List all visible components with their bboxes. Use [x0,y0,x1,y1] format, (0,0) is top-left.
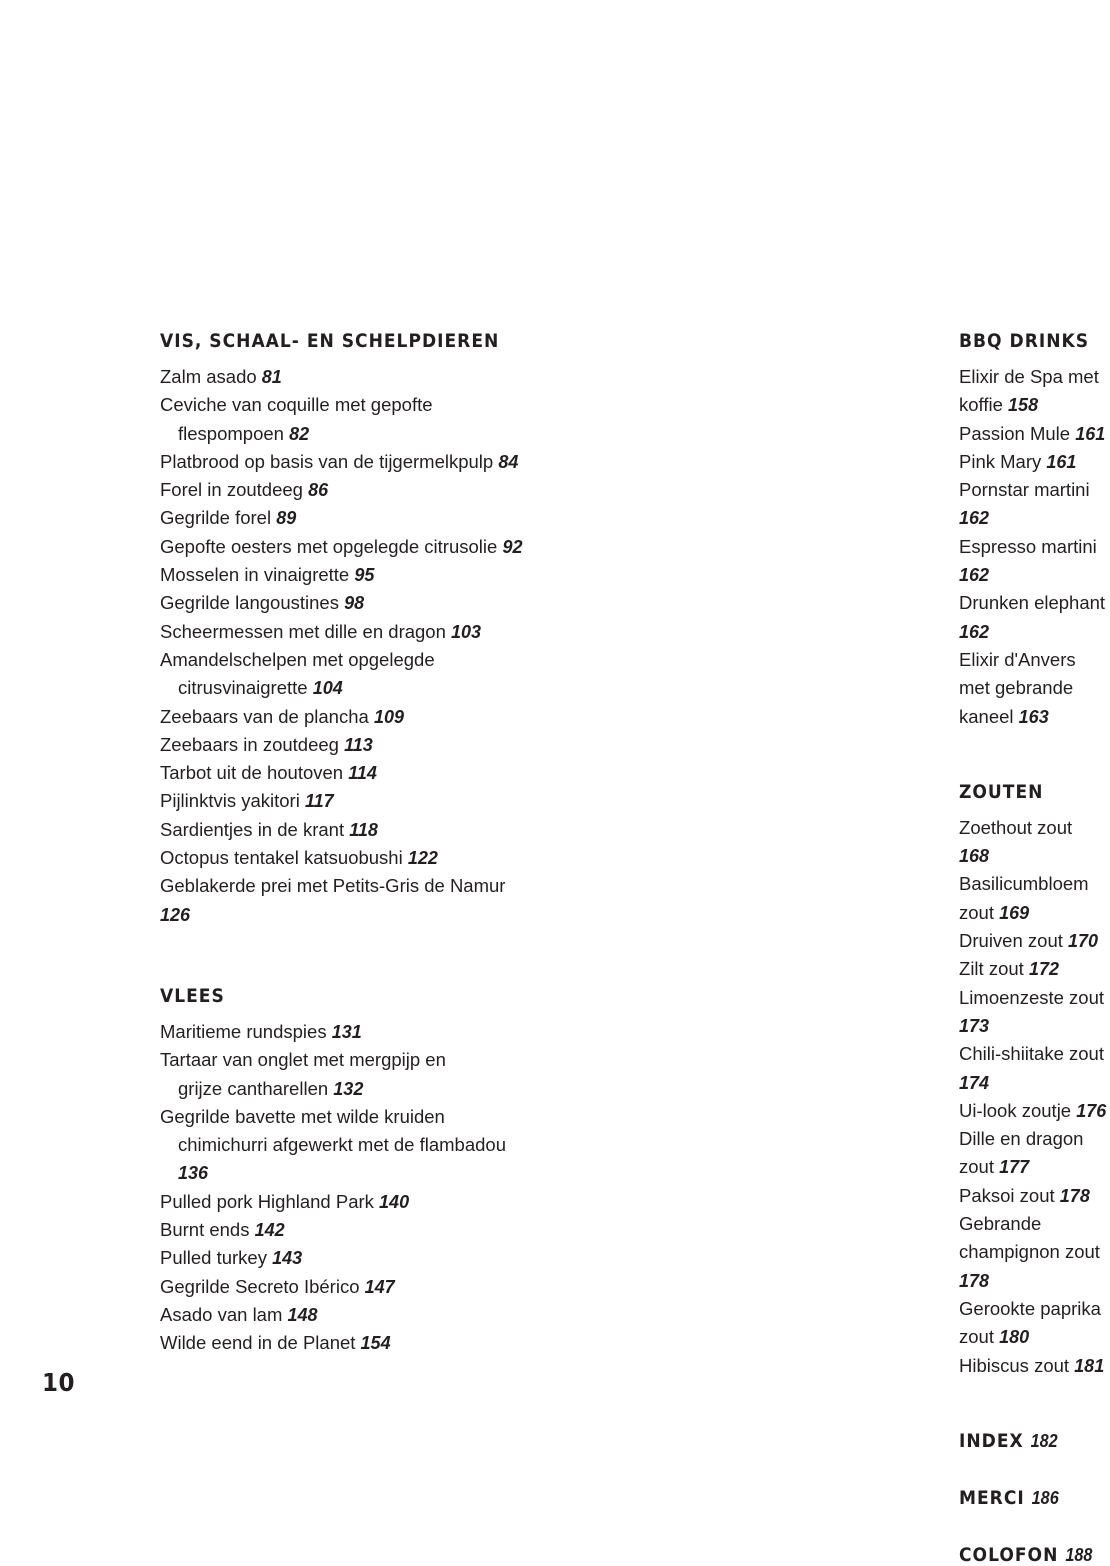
toc-entry-page: 82 [289,423,310,444]
toc-entry-text: Elixir d'Anvers met gebrande kaneel [959,648,1076,727]
toc-entry-text: MERCI [959,1486,1025,1509]
toc-entry[interactable] [959,589,1107,646]
toc-entry-cont-text: grijze cantharellen [178,1077,329,1099]
toc-entry[interactable] [959,448,1107,476]
toc-entry[interactable] [959,1097,1107,1125]
toc-entry-page: 147 [364,1276,395,1297]
toc-entry-page: 113 [344,734,373,755]
section-title: VLEES [160,984,225,1007]
toc-entry[interactable] [959,646,1107,731]
toc-entry-text: Gegrilde forel [160,507,272,529]
page-number: 10 [42,1368,75,1397]
toc-entry[interactable] [959,814,1107,871]
toc-entry-page: 178 [959,1270,990,1291]
toc-entry-page: 140 [379,1191,410,1212]
toc-entry-page: 89 [276,508,297,529]
toc-entry-text: Zilt zout [959,958,1024,980]
toc-entry-text: Asado van lam [160,1303,283,1325]
toc-entry-text: Druiven zout [959,930,1063,952]
toc-entry[interactable] [959,1295,1107,1352]
toc-entry-text: Ui-look zoutje [959,1099,1072,1121]
section-spacer [959,731,1107,781]
toc-entry[interactable] [959,1210,1107,1295]
toc-entry-page: 154 [360,1333,391,1354]
toc-entry-page: 126 [160,904,191,925]
toc-entry-text: Gegrilde langoustines [160,592,339,614]
toc-entry[interactable] [959,533,1107,590]
section-title: BBQ DRINKS [959,330,1090,352]
toc-entry-page: 136 [178,1163,209,1184]
toc-entry-page: 169 [999,902,1030,923]
toc-entry-merci[interactable] [959,1487,1092,1509]
toc-entry-page: 132 [333,1078,364,1099]
toc-entry-page: 86 [308,480,329,501]
toc-entry-text: Amandelschelpen met opgelegde [160,648,435,670]
toc-entry-page: 168 [959,846,990,867]
toc-entry-text: Ceviche van coquille met gepofte [160,394,433,416]
toc-entry-page: 104 [312,678,343,699]
toc-entry-page: 174 [959,1072,990,1093]
toc-entry-page: 81 [261,367,282,387]
toc-entry-cont-text: chimichurri afgewerkt met de flambadou [178,1134,507,1156]
toc-entry[interactable] [959,984,1107,1041]
toc-entry-page: 178 [1059,1185,1090,1206]
toc-entry-page: 170 [1068,931,1099,952]
toc-entry-text: Sardientjes in de krant [160,818,345,840]
toc-entry[interactable] [959,1040,1107,1097]
toc-entry-page: 95 [354,565,375,586]
section-spacer [959,1380,1107,1430]
toc-entry-text: Pornstar martini [959,479,1090,501]
toc-entry-page: 122 [407,848,438,869]
toc-entry-page: 180 [999,1327,1030,1348]
toc-entry-text: Gebrande champignon zout [959,1213,1100,1263]
toc-entry-page: 158 [1008,395,1039,416]
toc-entry-text: Pink Mary [959,450,1042,472]
toc-entry-page: 181 [1074,1355,1105,1376]
toc-entry-text: Pulled turkey [160,1247,267,1269]
toc-entry-text: COLOFON [959,1543,1059,1566]
toc-entry-page: 176 [1076,1100,1107,1121]
toc-entry-page: 161 [1046,451,1077,472]
section-title: VIS, SCHAAL- EN SCHELPDIEREN [160,330,500,352]
toc-entry[interactable] [959,870,1107,927]
toc-entry-text: Pijlinktvis yakitori [160,790,300,812]
toc-entry-colofon[interactable] [959,1544,1092,1566]
toc-entry[interactable] [959,476,1107,533]
toc-entry-text: Octopus tentakel katsuobushi [160,847,403,869]
toc-entry-text: Elixir de Spa met koffie [959,366,1099,416]
toc-entry-text: Dille en dragon zout [959,1128,1084,1178]
toc-entry-text: Tartaar van onglet met mergpijp en [160,1049,446,1071]
toc-entry-page: 162 [959,565,990,586]
toc-entry-text: INDEX [959,1429,1024,1452]
toc-entry-index[interactable] [959,1430,1092,1452]
toc-entry-text: Wilde eend in de Planet [160,1332,356,1354]
toc-entry-page: 142 [254,1220,285,1241]
toc-entry-page: 182 [1030,1430,1058,1451]
toc-entry-page: 148 [287,1304,318,1325]
toc-entry-text: Burnt ends [160,1219,250,1241]
toc-entry-text: Basilicumbloem zout [959,873,1089,923]
toc-entry-text: Chili-shiitake zout [959,1043,1104,1065]
toc-entry-page: 103 [451,621,482,642]
toc-entry-page: 118 [349,819,378,840]
toc-entry-cont-text: flespompoen [178,422,284,444]
section-zouten [959,781,1107,1380]
toc-entry-text: Paksoi zout [959,1184,1055,1206]
toc-entry-page: 117 [304,791,334,812]
toc-entry-page: 172 [1028,959,1059,980]
toc-entry-text: Pulled pork Highland Park [160,1190,374,1212]
toc-entry[interactable] [959,1182,1107,1210]
toc-entry-text: Limoenzeste zout [959,986,1105,1008]
toc-entry-page: 161 [1075,423,1106,444]
toc-entry-text: Gepofte oesters met opgelegde citrusolie [160,535,498,557]
toc-entry-cont-text: citrusvinaigrette [178,677,308,699]
toc-entry-page: 173 [959,1015,990,1036]
toc-entry-text: Passion Mule [959,422,1071,444]
toc-entry-page: 114 [348,763,377,784]
toc-columns [160,330,1107,1566]
toc-entry-text: Platbrood op basis van de tijgermelkpulp [160,450,494,472]
toc-entry-text: Espresso martini [959,535,1097,557]
toc-entry-text: Gegrilde bavette met wilde kruiden [160,1105,445,1127]
toc-entry-page: 177 [999,1157,1030,1178]
toc-entry[interactable] [959,420,1107,448]
toc-entry-text: Zeebaars van de plancha [160,705,369,727]
toc-entry-text: Scheermessen met dille en dragon [160,620,446,642]
toc-entry-text: Zeebaars in zoutdeeg [160,733,339,755]
toc-entry[interactable] [959,927,1107,955]
toc-entry-text: Gerookte paprika zout [959,1297,1101,1348]
toc-entry-page: 186 [1031,1487,1059,1508]
toc-entry-text: Geblakerde prei met Petits-Gris de Namur [160,875,506,897]
toc-entry-page: 98 [344,593,365,614]
toc-entry-text: Forel in zoutdeeg [160,479,303,501]
toc-entry-page: 162 [959,621,990,642]
toc-entry-text: Maritieme rundspies [160,1020,327,1042]
toc-entry-text: Gegrilde Secreto Ibérico [160,1275,360,1297]
toc-entry-page: 84 [498,451,519,472]
toc-entry[interactable] [959,1125,1107,1182]
toc-entry[interactable] [959,363,1107,420]
toc-entry-page: 163 [1018,706,1049,727]
toc-entry[interactable] [959,1352,1107,1380]
toc-entry-text: Tarbot uit de houtoven [160,762,344,784]
right-column [477,330,1107,1566]
section-title: ZOUTEN [959,780,1044,803]
toc-entry-page: 143 [272,1248,303,1269]
toc-entry-page: 162 [959,508,990,529]
toc-entry-text: Zoethout zout [959,816,1073,838]
toc-entry-text: Zalm asado [160,366,257,387]
section-bbq-drinks [959,330,1107,731]
toc-entry-text: Hibiscus zout [959,1354,1070,1376]
toc-entry-page: 109 [373,706,404,727]
toc-entry-text: Mosselen in vinaigrette [160,564,350,586]
toc-entry-page: 92 [502,536,523,557]
end-matter [959,1430,1107,1566]
toc-entry-text: Drunken elephant [959,592,1106,614]
toc-entry[interactable] [959,955,1107,983]
toc-entry-page: 188 [1065,1544,1093,1565]
toc-entry-page: 131 [331,1021,362,1042]
